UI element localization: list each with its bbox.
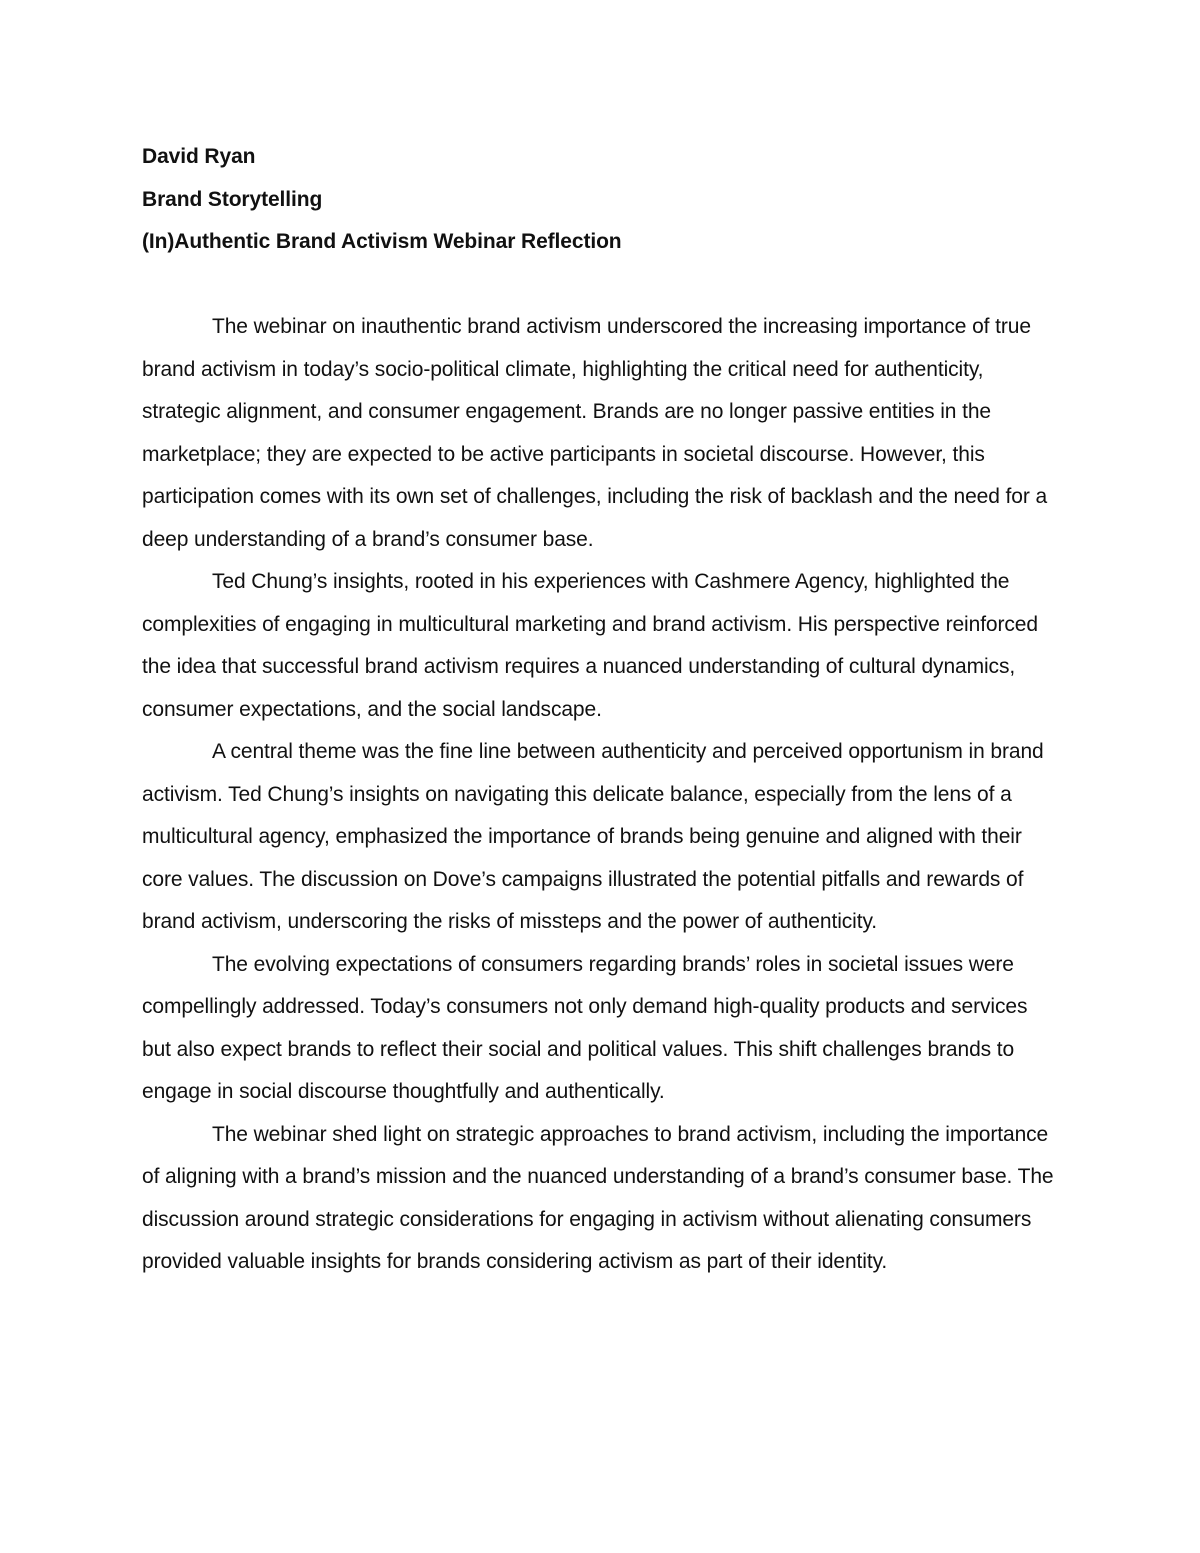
paragraph: Ted Chung’s insights, rooted in his experiences with Cashmere Agency, highlighted the complexities of engaging in multicultural marketing and brand activism. His perspective reinforced the idea that successful brand activism requires a nuanced understanding of cultural dynamics, consumer expectations, and the social landscape. (142, 570, 1038, 721)
document-title: (In)Authentic Brand Activism Webinar Reflection (142, 230, 622, 253)
paragraph: The webinar on inauthentic brand activism underscored the increasing importance of true brand activism in today’s socio-political climate, highlighting the critical need for authenticity, strategic alignment, and consumer engagement. Brands are no longer passive entities in the marketplace; they are expected to be active participants in societal discourse. However, this participation comes with its own set of challenges, including the risk of backlash and the need for a deep understanding of a brand’s consumer base. (142, 315, 1048, 551)
paragraph: The webinar shed light on strategic approaches to brand activism, including the importance of aligning with a brand’s mission and the nuanced understanding of a brand’s consumer base. The discussion around strategic considerations for engaging in activism without alienating consumers provided valuable insights for brands considering activism as part of their identity. (142, 1122, 1054, 1273)
document-content (142, 136, 1060, 1284)
author-name: David Ryan (142, 145, 256, 168)
course-name: Brand Storytelling (142, 187, 323, 211)
blank-line (142, 264, 1060, 307)
paragraph: A central theme was the fine line between authenticity and perceived opportunism in brand activism. Ted Chung’s insights on navigating this delicate balance, especially from the lens of a multicultural agency, emphasized the importance of brands being genuine and aligned with their core values. The discussion on Dove’s campaigns illustrated the potential pitfalls and rewards of brand activism, underscoring the risks of missteps and the power of authenticity. (142, 740, 1044, 933)
paragraph: The evolving expectations of consumers regarding brands’ roles in societal issues were compellingly addressed. Today’s consumers not only demand high-quality products and services but also expect brands to reflect their social and political values. This shift challenges brands to engage in social discourse thoughtfully and authentically. (142, 952, 1028, 1103)
